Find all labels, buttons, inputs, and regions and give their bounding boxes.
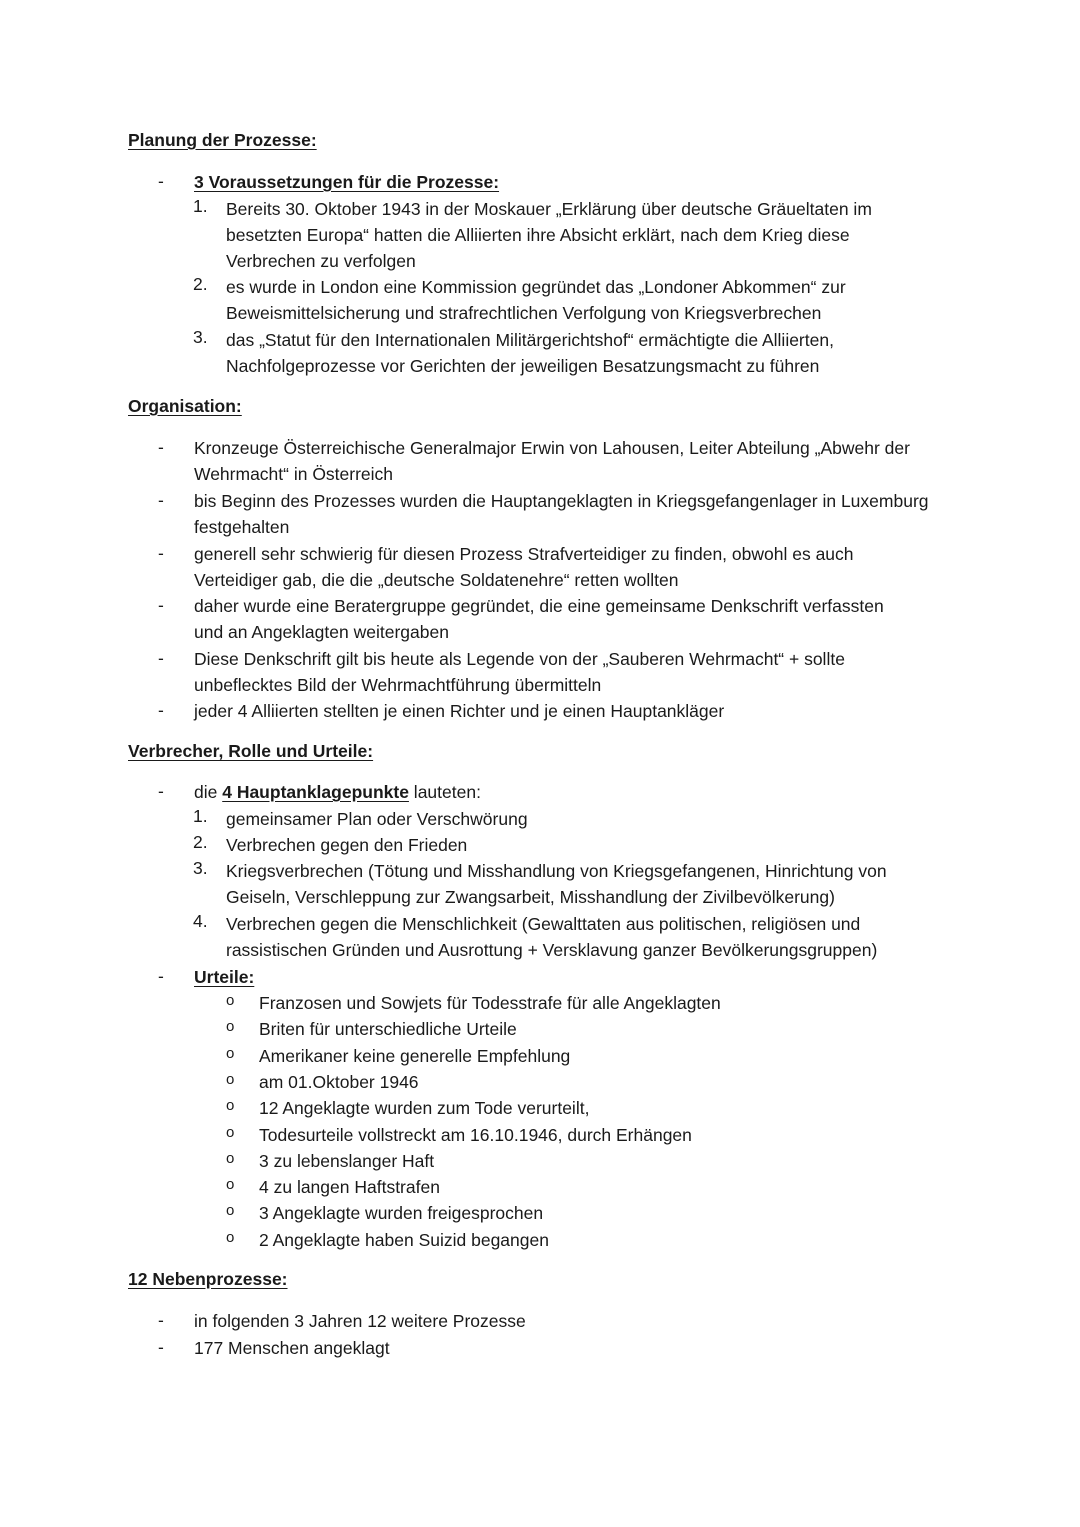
dash-bullet: - (158, 437, 164, 457)
circle-bullet: o (226, 1229, 235, 1246)
dash-bullet: - (158, 490, 164, 510)
list-item-line: Kriegsverbrechen (Tötung und Misshandlung von Kriegsgefangenen, Hinrichtung von (226, 861, 887, 881)
list-item-line: Verbrechen gegen den Frieden (226, 835, 468, 855)
list-item-line: Bereits 30. Oktober 1943 in der Moskauer „Erklärung über deutsche Gräueltaten im (226, 199, 872, 219)
bullet-line: Wehrmacht“ in Österreich (194, 464, 394, 484)
list-number: 3. (193, 858, 208, 878)
urteil-item: Amerikaner keine generelle Empfehlung (259, 1046, 571, 1066)
list-number: 3. (193, 327, 208, 347)
intro-text: die (194, 782, 223, 802)
intro-text: lauteten: (408, 782, 481, 802)
urteil-item: Todesurteile vollstreckt am 16.10.1946, durch Erhängen (259, 1125, 692, 1145)
section-heading-verbrecher: Verbrecher, Rolle und Urteile: (128, 741, 374, 761)
dash-bullet: - (158, 1310, 164, 1330)
bullet-line: generell sehr schwierig für diesen Prozess Strafverteidiger zu finden, obwohl es auch (194, 544, 854, 564)
bullet-line: und an Angeklagten weitergaben (194, 622, 449, 642)
list-number: 1. (193, 196, 208, 216)
bullet-line: Diese Denkschrift gilt bis heute als Legende von der „Sauberen Wehrmacht“ + sollte (194, 649, 845, 669)
dash-bullet: - (158, 543, 164, 563)
section-heading-planung: Planung der Prozesse: (128, 130, 317, 150)
bullet-line: jeder 4 Alliierten stellten je einen Richter und je einen Hauptankläger (194, 701, 725, 721)
dash-bullet: - (158, 1337, 164, 1357)
circle-bullet: o (226, 1097, 235, 1114)
urteil-item: 3 zu lebenslanger Haft (259, 1151, 435, 1171)
list-item-line: es wurde in London eine Kommission gegründet das „Londoner Abkommen“ zur (226, 277, 846, 297)
bullet-line: 177 Menschen angeklagt (194, 1338, 390, 1358)
bullet-line: in folgenden 3 Jahren 12 weitere Prozesse (194, 1311, 526, 1331)
bullet-line: bis Beginn des Prozesses wurden die Hauptangeklagten in Kriegsgefangenlager in Luxemburg (194, 491, 929, 511)
list-item-line: Nachfolgeprozesse vor Gerichten der jeweiligen Besatzungsmacht zu führen (226, 356, 820, 376)
list-number: 2. (193, 832, 208, 852)
circle-bullet: o (226, 1018, 235, 1035)
urteil-item: am 01.Oktober 1946 (259, 1072, 419, 1092)
bullet-line: Verteidiger gab, die die „deutsche Soldatenehre“ retten wollten (194, 570, 679, 590)
circle-bullet: o (226, 1150, 235, 1167)
list-item-line: Geiseln, Verschleppung zur Zwangsarbeit, Misshandlung der Zivilbevölkerung) (226, 887, 835, 907)
urteil-item: 3 Angeklagte wurden freigesprochen (259, 1203, 544, 1223)
list-item-line: Verbrechen zu verfolgen (226, 251, 416, 271)
list-item-line: Verbrechen gegen die Menschlichkeit (Gewalttaten aus politischen, religiösen und (226, 914, 861, 934)
list-item-line: das „Statut für den Internationalen Militärgerichtshof“ ermächtigte die Alliierten, (226, 330, 834, 350)
dash-bullet: - (158, 648, 164, 668)
circle-bullet: o (226, 1202, 235, 1219)
bullet-line: Kronzeuge Österreichische Generalmajor Erwin von Lahousen, Leiter Abteilung „Abwehr der (194, 438, 910, 458)
circle-bullet: o (226, 1124, 235, 1141)
dash-bullet: - (158, 781, 164, 801)
hauptanklage-intro (194, 779, 481, 805)
dash-bullet: - (158, 700, 164, 720)
circle-bullet: o (226, 1071, 235, 1088)
list-number: 2. (193, 274, 208, 294)
sub-heading-voraussetzungen: 3 Voraussetzungen für die Prozesse: (194, 172, 500, 192)
list-item-line: besetzten Europa“ hatten die Alliierten ihre Absicht erklärt, nach dem Krieg diese (226, 225, 850, 245)
dash-bullet: - (158, 171, 164, 191)
circle-bullet: o (226, 992, 235, 1009)
urteil-item: 4 zu langen Haftstrafen (259, 1177, 440, 1197)
sub-heading-urteile: Urteile: (194, 967, 255, 987)
circle-bullet: o (226, 1045, 235, 1062)
bullet-line: unbeflecktes Bild der Wehrmachtführung übermitteln (194, 675, 602, 695)
urteil-item: 12 Angeklagte wurden zum Tode verurteilt, (259, 1098, 590, 1118)
bullet-line: festgehalten (194, 517, 290, 537)
dash-bullet: - (158, 595, 164, 615)
list-item-line: Beweismittelsicherung und strafrechtlichen Verfolgung von Kriegsverbrechen (226, 303, 822, 323)
dash-bullet: - (158, 966, 164, 986)
intro-bold-term: 4 Hauptanklagepunkte (222, 782, 409, 802)
list-item-line: rassistischen Gründen und Ausrottung + Versklavung ganzer Bevölkerungsgruppen) (226, 940, 878, 960)
list-number: 1. (193, 806, 208, 826)
section-heading-organisation: Organisation: (128, 396, 242, 416)
urteil-item: Franzosen und Sowjets für Todesstrafe für alle Angeklagten (259, 993, 721, 1013)
circle-bullet: o (226, 1176, 235, 1193)
list-number: 4. (193, 911, 208, 931)
bullet-line: daher wurde eine Beratergruppe gegründet, die eine gemeinsame Denkschrift verfassten (194, 596, 884, 616)
urteil-item: 2 Angeklagte haben Suizid begangen (259, 1230, 549, 1250)
section-heading-nebenprozesse: 12 Nebenprozesse: (128, 1269, 288, 1289)
list-item-line: gemeinsamer Plan oder Verschwörung (226, 809, 528, 829)
urteil-item: Briten für unterschiedliche Urteile (259, 1019, 517, 1039)
